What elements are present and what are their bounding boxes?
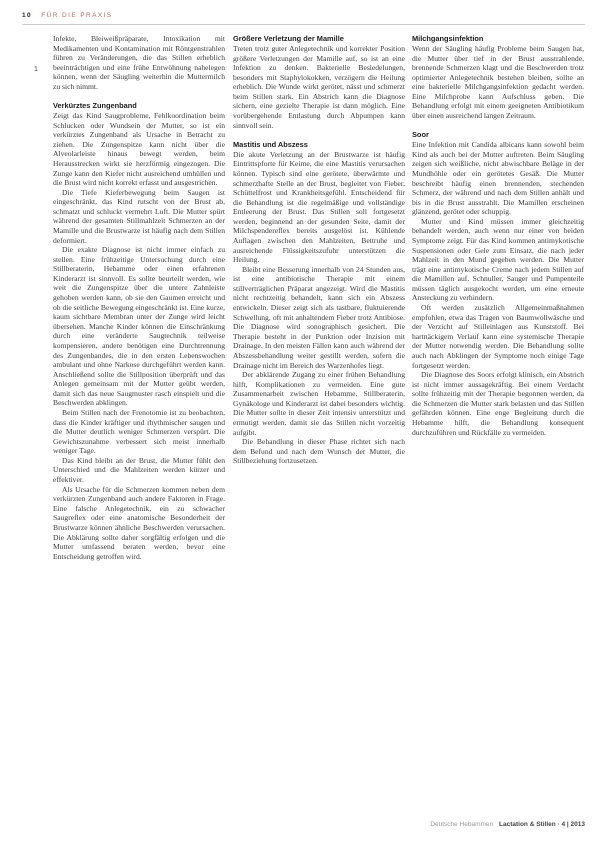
paragraph: Als Ursache für die Schmerzen kommen neben dem verkürzten Zungenband auch andere Faktoren in Frage. Eine falsche Anlegetechnik, ein zu schwacher Saugreflex oder eine anatomische Besonderheit der Brustwarze können ähnliche Beschwerden verursachen. Die Abklärung sollte daher sorgfältig erfolgen und die Mutter umfassend beraten werden, bevor eine Entscheidung getroffen wird. — [53, 484, 225, 561]
margin-mark: 1 — [34, 66, 38, 73]
intro-paragraph: Infekte, Bleiweißpräparate, Intoxikation mit Medikamenten und Kontamination mit Röntgenstrahlen führen zu Veränderungen, die das Stillen erheblich beeinträchtigen und eine frühe Entwöhnung nahelegen können, wenn der Säugling weiterhin die Muttermilch zu sich nimmt. — [53, 34, 225, 91]
column-3 — [412, 34, 584, 802]
footer-magazine: Lactation & Stillen · 4 | 2013 — [499, 821, 585, 828]
paragraph: Bleibt eine Besserung innerhalb von 24 Stunden aus, ist eine antibiotische Therapie mit einem stillverträglichen Präparat angezeigt. Wird die Mastitis nicht rechtzeitig behandelt, kann sich ein Abszess entwickeln. Dieser zeigt sich als tastbare, fluktuierende Schwellung, oft mit anhaltendem Fieber trotz Antibiose. Die Diagnose wird sonographisch gesichert. Die Therapie besteht in der Punktion oder Inzision mit Drainage. In den meisten Fällen kann auch während der Abszessbehandlung weiter gestillt werden, sofern die Drainage nicht im Bereich des Warzenhofes liegt. — [233, 264, 405, 370]
paragraph: Die Tiefe Kieferbewegung beim Saugen ist eingeschränkt, das Kind rutscht von der Brust ab, schmatzt und schluckt vermehrt Luft. Die Mutter spürt während der gesamten Stillmahlzeit Schmerzen an der Mamille und die Brustwarze ist häufig nach dem Stillen deformiert. — [53, 187, 225, 245]
paragraph: Der abklärende Zugang zu einer frühen Behandlung hilft, Komplikationen zu vermeiden. Eine gute Zusammenarbeit zwischen Hebamme, Stillberaterin, Gynäkologe und Kinderarzt ist dabei besonders wichtig. Die Mutter sollte in dieser Zeit intensiv unterstützt und ermutigt werden, damit sie das Stillen nicht vorzeitig aufgibt. — [233, 370, 405, 437]
paragraph: Wenn der Säugling häufig Probleme beim Saugen hat, die Mutter über tief in der Brust ausstrahlende, brennende Schmerzen klagt und die Beschwerden trotz optimierter Anlegetechnik bestehen bleiben, sollte an eine bakterielle Milchgangsinfektion gedacht werden. Eine Milchprobe kann Aufschluss geben. Die Behandlung erfolgt mit einem geeigneten Antibiotikum über einen ausreichend langen Zeitraum. — [412, 44, 584, 121]
heading-mamille: Größere Verletzung der Mamille — [233, 34, 344, 43]
paragraph: Die exakte Diagnose ist nicht immer einfach zu stellen. Eine frühzeitige Untersuchung durch eine Stillberaterin, Hebamme oder einen erfahrenen Kinderarzt ist sinnvoll. Es sollte beurteilt werden, wie weit die Zungenspitze über die untere Zahnleiste gehoben werden kann, ob sie den Gaumen erreicht und ob die seitliche Bewegung eingeschränkt ist. Eine kurze, kaum sichtbare Membran unter der Zunge wird leicht übersehen. Manche Kinder können die Einschränkung durch eine veränderte Saugtechnik teilweise kompensieren, andere benötigen eine Durchtrennung des Zungenbandes, die in den ersten Lebenswochen ambulant und ohne Narkose durchgeführt werden kann. Anschließend sollte die Stillposition überprüft und das Anlegen gemeinsam mit der Mutter geübt werden, damit sich das neue Saugmuster rasch einspielt und die Beschwerden abklingen. — [53, 245, 225, 408]
page-number: 10 — [22, 12, 33, 19]
footer-source: Deutsche Hebammen — [430, 821, 494, 828]
paragraph: Die Behandlung in dieser Phase richtet sich nach dem Befund und nach dem Wunsch der Mutter, die Stillbeziehung fortzusetzen. — [233, 437, 405, 466]
section-title: FÜR DIE PRAXIS — [41, 12, 113, 19]
heading-soor: Soor — [412, 130, 429, 140]
paragraph: Oft werden zusätzlich Allgemeinmaßnahmen empfohlen, etwa das Tragen von Baumwollwäsche und der Verzicht auf Stilleinlagen aus Kunststoff. Bei hartnäckigem Verlauf kann eine systemische Therapie der Mutter notwendig werden. Die Behandlung sollte auch nach Abklingen der Symptome noch einige Tage fortgesetzt werden. — [412, 303, 584, 370]
column-1 — [53, 34, 225, 802]
heading-mastitis: Mastitis und Abszess — [233, 139, 308, 149]
heading-milchgang: Milchgangsinfektion — [412, 34, 484, 43]
paragraph: Treten trotz guter Anlegetechnik und korrekter Position größere Verletzungen der Mamille auf, so ist an eine Infektion zu denken. Bakterielle Besiedelungen, besonders mit Staphylokokken, verzögern die Heilung erheblich. Die Wunde wirkt gerötet, nässt und schmerzt beim Stillen stark. Ein Abstrich kann die Diagnose sichern, eine gezielte Therapie ist dann möglich. Eine vorübergehende Entlastung durch Abpumpen kann sinnvoll sein. — [233, 44, 405, 130]
page-footer — [430, 821, 585, 828]
paragraph: Die akute Verletzung an der Brustwarze ist häufig Eintrittspforte für Keime, die eine Mastitis verursachen können. Typisch sind eine gerötete, überwärmte und schmerzhafte Stelle an der Brust, begleitet von Fieber, Schüttelfrost und Krankheitsgefühl. Entscheidend für die Behandlung ist die regelmäßige und vollständige Entleerung der Brust. Das Stillen soll fortgesetzt werden, beginnend an der gesunden Seite, damit der Milchspendereflex bereits ausgelöst ist. Kühlende Auflagen zwischen den Mahlzeiten, Bettruhe und ausreichende Flüssigkeitszufuhr unterstützen die Heilung. — [233, 149, 405, 265]
paragraph: Die Diagnose des Soors erfolgt klinisch, ein Abstrich ist nicht immer aussagekräftig. Bei einem Verdacht sollte frühzeitig mit der Therapie begonnen werden, da die Schmerzen die Mutter stark belasten und das Stillen gefährden können. Eine enge Begleitung durch die Hebamme hilft, die Behandlung konsequent durchzuführen und Rückfälle zu vermeiden. — [412, 370, 584, 437]
paragraph: Beim Stillen nach der Frenotomie ist zu beobachten, dass die Kinder kräftiger und rhythmischer saugen und die Mutter deutlich weniger Schmerzen verspürt. Die Gewichtszunahme verbessert sich meist innerhalb weniger Tage. — [53, 407, 225, 456]
paragraph: Eine Infektion mit Candida albicans kann sowohl beim Kind als auch bei der Mutter auftreten. Beim Säugling zeigen sich weißliche, nicht abwischbare Beläge in der Mundhöhle oder ein gerötetes Gesäß. Die Mutter beschreibt häufig einen brennenden, stechenden Schmerz, der während und nach dem Stillen anhält und bis in die Brust ausstrahlt. Die Mamillen erscheinen glänzend, gerötet oder schuppig. — [412, 140, 584, 217]
paragraph: Zeigt das Kind Saugprobleme, Fehlkoordination beim Schlucken oder Wundsein der Mutter, so ist ein verkürztes Zungenband als Ursache in Betracht zu ziehen. Die Zungenspitze kann nicht über die Alveolarleiste hinaus bewegt werden, beim Herausstrecken wirkt sie herzförmig eingezogen. Die Zunge kann den Kiefer nicht ausreichend umhüllen und die Brust wird nicht korrekt erfasst und ausgestrichen. — [53, 111, 225, 188]
paragraph: Das Kind bleibt an der Brust, die Mutter fühlt den Unterschied und die Mahlzeiten werden kürzer und effektiver. — [53, 455, 225, 485]
page-header — [22, 12, 113, 24]
header-divider — [22, 24, 585, 25]
column-2 — [233, 34, 405, 802]
heading-zungenband: Verkürztes Zungenband — [53, 101, 137, 111]
paragraph: Mutter und Kind müssen immer gleichzeitig behandelt werden, auch wenn nur einer von beiden Symptome zeigt. Für das Kind kommen antimykotische Suspensionen oder Gele zum Einsatz, die nach jeder Mahlzeit in den Mund gegeben werden. Die Mutter trägt eine antimykotische Creme nach jedem Stillen auf die Mamillen auf. Schnuller, Sauger und Pumpenteile müssen täglich ausgekocht werden, um eine erneute Ansteckung zu verhindern. — [412, 216, 584, 303]
